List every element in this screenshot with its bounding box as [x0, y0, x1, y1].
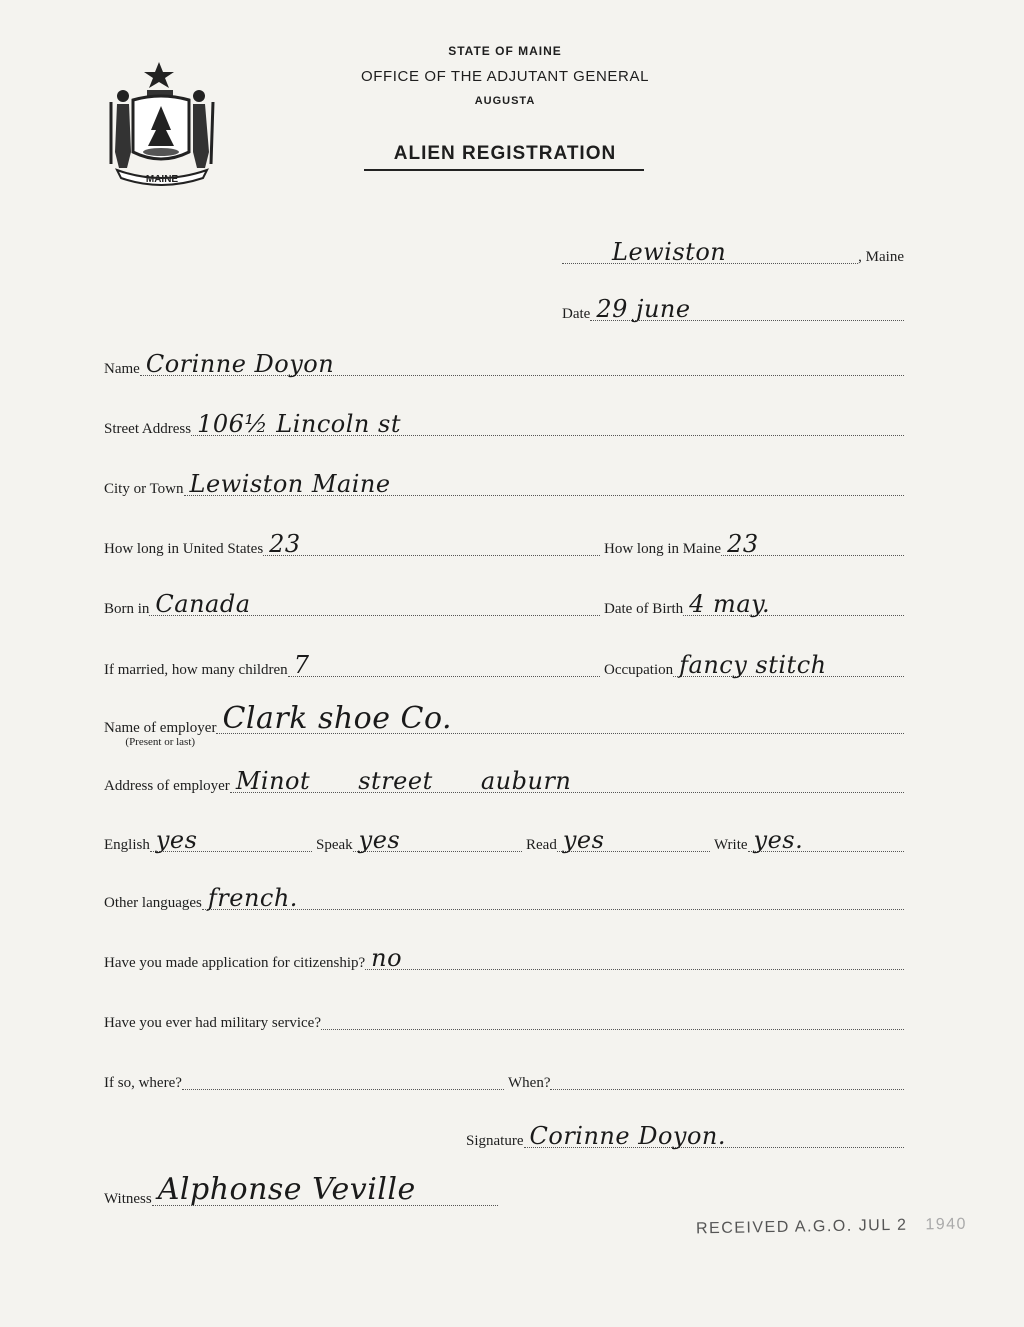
city-field[interactable]: Lewiston Maine: [184, 465, 904, 496]
dob-field[interactable]: 4 may.: [683, 585, 904, 616]
military-row: [104, 1004, 904, 1034]
form-title: ALIEN REGISTRATION: [393, 143, 617, 164]
street-row: [104, 410, 904, 440]
read-field[interactable]: yes: [557, 821, 710, 852]
us-years-row: [104, 530, 600, 560]
where-row: [104, 1064, 504, 1094]
other-languages-label: Other languages: [104, 895, 202, 911]
military-field[interactable]: [321, 999, 904, 1030]
dob-label: Date of Birth: [604, 601, 684, 617]
military-label: Have you ever had military service?: [104, 1015, 321, 1031]
when-field[interactable]: [550, 1059, 904, 1090]
write-row: [714, 826, 904, 856]
maine-years-field[interactable]: 23: [721, 525, 904, 556]
witness-row: [104, 1172, 498, 1210]
state-of-maine-seal-icon: [103, 56, 221, 186]
header-state: STATE OF MAINE: [448, 44, 562, 58]
children-field[interactable]: 7: [288, 646, 600, 677]
place-row: [562, 238, 904, 268]
children-label: If married, how many children: [104, 662, 288, 678]
signature-label: Signature: [466, 1133, 524, 1149]
name-label: Name: [104, 361, 140, 377]
born-field[interactable]: Canada: [149, 585, 600, 616]
witness-label: Witness: [104, 1191, 152, 1207]
occupation-label: Occupation: [604, 662, 674, 678]
header-city: AUGUSTA: [474, 95, 536, 107]
speak-field[interactable]: yes: [353, 821, 522, 852]
children-row: [104, 651, 600, 681]
read-label: Read: [526, 837, 557, 853]
employer-row: [104, 701, 904, 750]
write-label: Write: [714, 837, 748, 853]
where-field[interactable]: [182, 1059, 504, 1090]
english-field[interactable]: yes: [150, 821, 312, 852]
employer-address-label: Address of employer: [104, 778, 230, 794]
witness-field[interactable]: Alphonse Veville: [152, 1175, 498, 1206]
other-languages-field[interactable]: french.: [202, 879, 904, 910]
where-label: If so, where?: [104, 1075, 182, 1091]
read-row: [526, 826, 710, 856]
citizenship-row: [104, 944, 904, 974]
employer-field[interactable]: Clark shoe Co.: [216, 699, 904, 734]
signature-row: [466, 1122, 904, 1152]
employer-address-field[interactable]: Minot street auburn: [230, 762, 904, 793]
maine-years-label: How long in Maine: [604, 541, 722, 557]
date-field[interactable]: 29 june: [590, 290, 904, 321]
english-label: English: [104, 837, 150, 853]
citizenship-field[interactable]: no: [365, 939, 904, 970]
born-label: Born in: [104, 601, 150, 617]
city-row: [104, 470, 904, 500]
title-underline: [364, 169, 644, 171]
when-label: When?: [508, 1075, 551, 1091]
header-office: OFFICE OF THE ADJUTANT GENERAL: [360, 68, 650, 85]
born-row: [104, 590, 600, 620]
received-stamp-year: 1940: [925, 1215, 968, 1234]
name-row: [104, 350, 904, 380]
street-field[interactable]: 106½ Lincoln st: [191, 405, 904, 436]
street-label: Street Address: [104, 421, 192, 437]
place-field[interactable]: Lewiston: [562, 233, 858, 264]
english-row: [104, 826, 312, 856]
svg-text:MAINE: MAINE: [145, 174, 179, 185]
speak-row: [316, 826, 522, 856]
date-label: Date: [562, 306, 591, 322]
employer-address-row: [104, 767, 904, 797]
place-suffix: , Maine: [858, 249, 904, 265]
other-languages-row: [104, 884, 904, 914]
received-stamp: RECEIVED A.G.O. JUL 2 1940: [695, 1215, 968, 1238]
us-years-field[interactable]: 23: [263, 525, 600, 556]
city-label: City or Town: [104, 481, 184, 497]
citizenship-label: Have you made application for citizenship?: [104, 955, 366, 971]
employer-label: Name of employer (Present or last): [104, 720, 217, 748]
when-row: [508, 1064, 904, 1094]
dob-row: [604, 590, 904, 620]
employer-sublabel: (Present or last): [125, 736, 196, 748]
speak-label: Speak: [316, 837, 353, 853]
us-years-label: How long in United States: [104, 541, 264, 557]
write-field[interactable]: yes.: [748, 821, 904, 852]
occupation-field[interactable]: fancy stitch: [673, 646, 904, 677]
signature-field[interactable]: Corinne Doyon.: [524, 1117, 905, 1148]
name-field[interactable]: Corinne Doyon: [140, 345, 904, 376]
maine-years-row: [604, 530, 904, 560]
date-row: [562, 295, 904, 325]
occupation-row: [604, 651, 904, 681]
